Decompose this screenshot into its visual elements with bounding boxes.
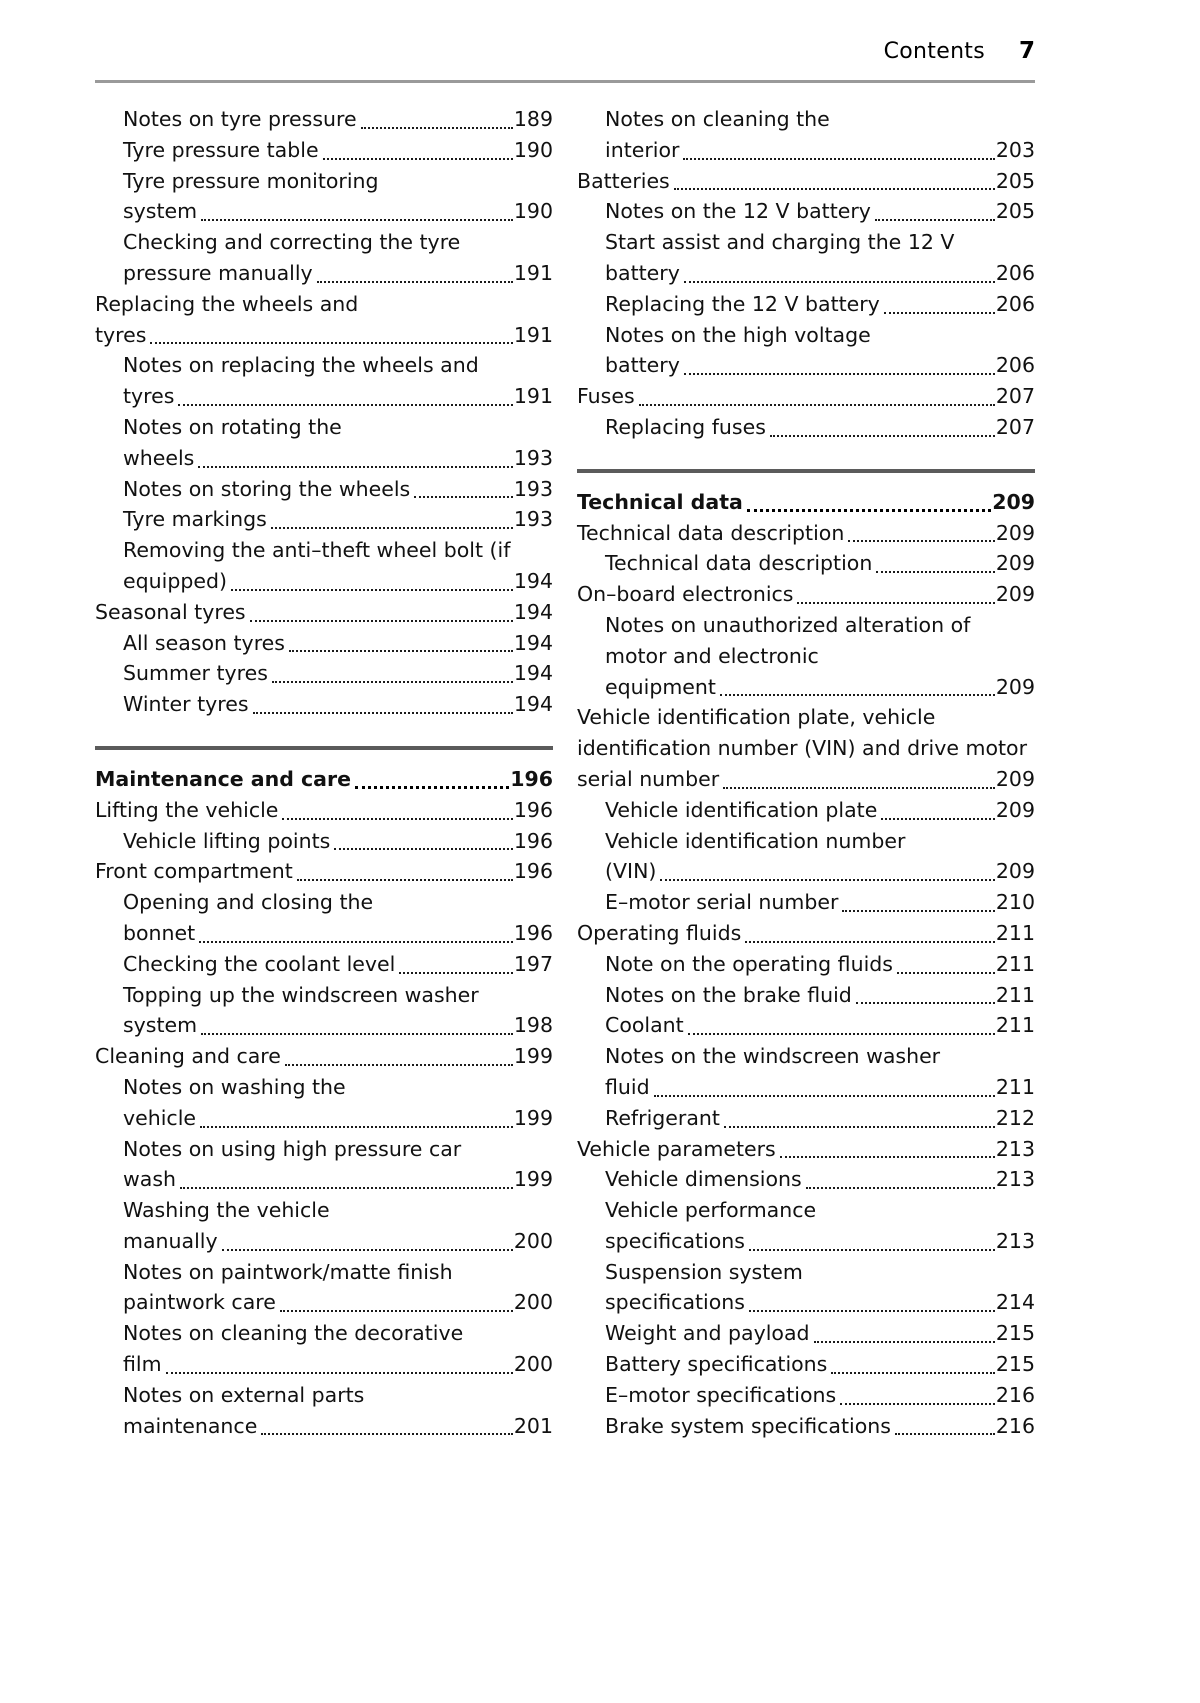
toc-entry[interactable] xyxy=(577,795,1035,826)
dot-leader xyxy=(399,972,513,974)
toc-page-number: 200 xyxy=(513,1352,553,1377)
toc-entry[interactable] xyxy=(95,227,553,289)
dot-leader xyxy=(180,1187,513,1189)
dot-leader xyxy=(282,818,512,820)
toc-entry[interactable] xyxy=(577,1380,1035,1411)
toc-entry[interactable] xyxy=(95,887,553,949)
toc-entry-label: Summer tyres xyxy=(123,661,268,686)
toc-entry[interactable] xyxy=(577,1041,1035,1103)
toc-entry-label: Notes on storing the wheels xyxy=(123,476,411,501)
toc-entry-label: Replacing the wheels and xyxy=(95,291,359,316)
dot-leader xyxy=(745,941,995,943)
toc-page-number: 215 xyxy=(995,1321,1035,1346)
toc-entry-label: Vehicle identification plate xyxy=(605,797,878,822)
toc-entry-label: Checking the coolant level xyxy=(123,951,396,976)
toc-page-number: 214 xyxy=(995,1290,1035,1315)
toc-entry-label: specifications xyxy=(605,1290,745,1315)
toc-entry-label: Vehicle performance xyxy=(605,1198,817,1223)
dot-leader xyxy=(272,681,513,683)
toc-page-number: 206 xyxy=(995,353,1035,378)
dot-leader xyxy=(848,540,995,542)
toc-entry-label: pressure manually xyxy=(123,260,313,285)
toc-page-number: 213 xyxy=(995,1136,1035,1161)
toc-entry[interactable] xyxy=(577,1103,1035,1134)
dot-leader xyxy=(639,404,995,406)
toc-entry-label: equipment xyxy=(605,674,716,699)
toc-entry-label: Weight and payload xyxy=(605,1321,810,1346)
toc-entry[interactable] xyxy=(95,350,553,412)
dot-leader xyxy=(271,527,513,529)
toc-entry-label: Refrigerant xyxy=(605,1105,720,1130)
dot-leader xyxy=(660,879,994,881)
dot-leader xyxy=(178,404,512,406)
dot-leader xyxy=(780,1156,995,1158)
toc-page-number: 200 xyxy=(513,1290,553,1315)
toc-entry[interactable] xyxy=(95,795,553,826)
toc-entry-label: Seasonal tyres xyxy=(95,599,246,624)
toc-entry[interactable] xyxy=(95,412,553,474)
toc-entry-label: Maintenance and care xyxy=(95,766,352,791)
toc-page-number: 209 xyxy=(995,797,1035,822)
toc-entry[interactable] xyxy=(577,227,1035,289)
page-number: 7 xyxy=(1018,38,1035,64)
toc-page-number: 196 xyxy=(513,797,553,822)
toc-entry-label: Notes on the 12 V battery xyxy=(605,199,871,224)
toc-page-number: 190 xyxy=(513,137,553,162)
toc-entry-label: On–board electronics xyxy=(577,582,794,607)
toc-entry[interactable] xyxy=(577,1134,1035,1165)
toc-page-number: 197 xyxy=(513,951,553,976)
dot-leader xyxy=(876,571,995,573)
toc-entry-label: identification number (VIN) and drive motor xyxy=(577,736,1028,761)
toc-page-number: 194 xyxy=(513,692,553,717)
dot-leader xyxy=(749,1249,995,1251)
toc-entry[interactable] xyxy=(95,474,553,505)
dot-leader xyxy=(842,910,994,912)
toc-entry[interactable] xyxy=(95,504,553,535)
toc-entry[interactable] xyxy=(95,104,553,135)
toc-entry-label: Replacing the 12 V battery xyxy=(605,291,880,316)
toc-page-number: 196 xyxy=(513,859,553,884)
toc-entry-label: Replacing fuses xyxy=(605,414,766,439)
toc-page-number: 191 xyxy=(513,322,553,347)
toc-column-left xyxy=(95,104,553,1441)
toc-entry[interactable] xyxy=(95,289,553,351)
toc-entry[interactable] xyxy=(577,1257,1035,1319)
toc-entry-label: Tyre markings xyxy=(123,507,267,532)
toc-entry-label: Notes on cleaning the decorative xyxy=(123,1321,464,1346)
toc-page-number: 194 xyxy=(513,661,553,686)
dot-leader xyxy=(289,650,513,652)
toc-entry[interactable] xyxy=(95,949,553,980)
toc-entry-label: Tyre pressure monitoring xyxy=(123,168,379,193)
toc-entry[interactable] xyxy=(577,1411,1035,1442)
toc-entry[interactable] xyxy=(577,1010,1035,1041)
dot-leader xyxy=(222,1249,513,1251)
toc-entry-label: Vehicle identification number xyxy=(605,828,906,853)
toc-page-number: 207 xyxy=(995,414,1035,439)
toc-page-number: 203 xyxy=(995,137,1035,162)
dot-leader xyxy=(875,219,995,221)
toc-entry-label: Vehicle dimensions xyxy=(605,1167,802,1192)
toc-page-number: 209 xyxy=(992,489,1035,514)
toc-entry-label: paintwork care xyxy=(123,1290,276,1315)
toc-entry[interactable] xyxy=(577,1195,1035,1257)
toc-entry-label: equipped) xyxy=(123,568,227,593)
dot-leader xyxy=(201,1033,513,1035)
toc-page-number: 189 xyxy=(513,107,553,131)
toc-page-number: 191 xyxy=(513,384,553,409)
toc-page-number: 193 xyxy=(513,445,553,470)
toc-entry[interactable] xyxy=(577,548,1035,579)
toc-page-number: 216 xyxy=(995,1413,1035,1438)
toc-page-number: 194 xyxy=(513,599,553,624)
toc-page-number: 209 xyxy=(995,859,1035,884)
toc-page-number: 200 xyxy=(513,1228,553,1253)
page-title: Contents xyxy=(883,39,985,64)
toc-entry[interactable] xyxy=(577,196,1035,227)
toc-entry[interactable] xyxy=(577,610,1035,702)
toc-page-number: 196 xyxy=(510,766,553,791)
toc-page-number: 201 xyxy=(513,1413,553,1438)
toc-page-number: 215 xyxy=(995,1352,1035,1377)
toc-entry-label: Removing the anti–theft wheel bolt (if xyxy=(123,538,511,563)
toc-page-number: 211 xyxy=(995,920,1035,945)
toc-entry[interactable] xyxy=(95,980,553,1042)
toc-entry[interactable] xyxy=(95,658,553,689)
dot-leader xyxy=(684,281,995,283)
toc-entry-label: fluid xyxy=(605,1074,650,1099)
toc-entry[interactable] xyxy=(95,856,553,887)
toc-entry[interactable] xyxy=(577,1164,1035,1195)
toc-entry[interactable] xyxy=(95,1380,553,1442)
dot-leader xyxy=(797,602,994,604)
toc-entry-label: Notes on rotating the xyxy=(123,414,342,439)
toc-entry-label: Battery specifications xyxy=(605,1352,828,1377)
toc-entry-label: maintenance xyxy=(123,1413,258,1438)
toc-entry-label: Vehicle lifting points xyxy=(123,828,331,853)
dot-leader xyxy=(199,941,513,943)
toc-page-number: 209 xyxy=(995,674,1035,699)
dot-leader xyxy=(840,1403,995,1405)
toc-entry-label: Suspension system xyxy=(605,1259,803,1284)
dot-leader xyxy=(231,589,513,591)
toc-entry-label: Checking and correcting the tyre xyxy=(123,230,461,255)
toc-page-number: 207 xyxy=(995,384,1035,409)
toc-entry-label: E–motor serial number xyxy=(605,890,839,915)
toc-entry-label: Notes on the high voltage xyxy=(605,322,871,347)
toc-page-number: 209 xyxy=(995,551,1035,576)
page-header xyxy=(95,38,1035,64)
toc-entry-label: tyres xyxy=(95,322,147,347)
toc-entry[interactable] xyxy=(95,1257,553,1319)
toc-entry-label: battery xyxy=(605,260,680,285)
toc-entry-label: Front compartment xyxy=(95,859,293,884)
section-divider xyxy=(95,746,553,750)
toc-page-number: 199 xyxy=(513,1044,553,1069)
toc-entry[interactable] xyxy=(95,826,553,857)
toc-entry-label: vehicle xyxy=(123,1105,197,1130)
dot-leader xyxy=(684,373,995,375)
toc-entry[interactable] xyxy=(95,135,553,166)
dot-leader xyxy=(720,694,995,696)
toc-entry-label: Notes on tyre pressure xyxy=(123,107,357,131)
toc-column-right xyxy=(577,104,1035,1441)
toc-entry-label: Fuses xyxy=(577,384,635,409)
toc-entry-label: Notes on cleaning the xyxy=(605,107,830,131)
dot-leader xyxy=(285,1064,513,1066)
toc-page-number: 194 xyxy=(513,568,553,593)
toc-entry[interactable] xyxy=(577,949,1035,980)
toc-entry-label: tyres xyxy=(123,384,175,409)
toc-entry-label: Cleaning and care xyxy=(95,1044,281,1069)
toc-page-number: 211 xyxy=(995,982,1035,1007)
toc-page-number: 190 xyxy=(513,199,553,224)
toc-page-number: 213 xyxy=(995,1167,1035,1192)
toc-page-number: 206 xyxy=(995,260,1035,285)
toc-entry[interactable] xyxy=(95,689,553,720)
dot-leader xyxy=(654,1095,995,1097)
toc-entry-label: Winter tyres xyxy=(123,692,249,717)
toc-page-number: 193 xyxy=(513,507,553,532)
toc-entry[interactable] xyxy=(95,1072,553,1134)
toc-entry-label: Technical data description xyxy=(577,520,845,545)
toc-entry[interactable] xyxy=(577,320,1035,382)
toc-entry-label: system xyxy=(123,1013,198,1038)
toc-page-number: 209 xyxy=(995,520,1035,545)
toc-page-number: 212 xyxy=(995,1105,1035,1130)
toc-entry[interactable] xyxy=(577,518,1035,549)
toc-page-number: 199 xyxy=(513,1105,553,1130)
toc-entry[interactable] xyxy=(577,887,1035,918)
toc-entry-label: Notes on the windscreen washer xyxy=(605,1044,941,1069)
section-divider xyxy=(577,469,1035,473)
toc-entry-label: Batteries xyxy=(577,168,670,193)
toc-entry[interactable] xyxy=(577,826,1035,888)
toc-entry-label: Topping up the windscreen washer xyxy=(123,982,479,1007)
dot-leader xyxy=(198,466,512,468)
toc-page-number: 211 xyxy=(995,1013,1035,1038)
toc-entry-label: (VIN) xyxy=(605,859,657,884)
toc-page-number: 209 xyxy=(995,582,1035,607)
dot-leader xyxy=(361,127,513,129)
toc-entry-label: Brake system specifications xyxy=(605,1413,891,1438)
dot-leader xyxy=(897,972,995,974)
dot-leader xyxy=(323,158,513,160)
toc-page-number: 198 xyxy=(513,1013,553,1038)
dot-leader xyxy=(884,312,995,314)
dot-leader xyxy=(297,879,513,881)
toc-page-number: 206 xyxy=(995,291,1035,316)
toc-page-number: 196 xyxy=(513,920,553,945)
toc-entry[interactable] xyxy=(577,166,1035,197)
toc-page-number: 199 xyxy=(513,1167,553,1192)
toc-entry[interactable] xyxy=(577,918,1035,949)
toc-page-number: 205 xyxy=(995,168,1035,193)
dot-leader xyxy=(355,786,509,789)
toc-entry[interactable] xyxy=(95,1318,553,1380)
toc-page-number: 191 xyxy=(513,260,553,285)
toc-entry[interactable] xyxy=(95,166,553,228)
toc-page-number: 211 xyxy=(995,951,1035,976)
toc-entry-label: Notes on the brake fluid xyxy=(605,982,852,1007)
toc-page-number: 193 xyxy=(513,476,553,501)
dot-leader xyxy=(814,1341,995,1343)
header-divider xyxy=(95,80,1035,83)
toc-entry[interactable] xyxy=(577,579,1035,610)
toc-entry-label: specifications xyxy=(605,1228,745,1253)
toc-entry-label: motor and electronic xyxy=(605,643,819,668)
dot-leader xyxy=(414,496,513,498)
dot-leader xyxy=(723,787,995,789)
toc-entry-label: Washing the vehicle xyxy=(123,1198,330,1223)
toc-entry[interactable] xyxy=(95,1041,553,1072)
toc-entry-label: battery xyxy=(605,353,680,378)
dot-leader xyxy=(831,1372,995,1374)
dot-leader xyxy=(200,1126,513,1128)
toc-entry[interactable] xyxy=(577,104,1035,166)
toc-entry-label: Tyre pressure table xyxy=(123,137,319,162)
toc-entry-label: Note on the operating fluids xyxy=(605,951,893,976)
toc-page-number: 216 xyxy=(995,1382,1035,1407)
dot-leader xyxy=(317,281,513,283)
toc-section-heading[interactable] xyxy=(95,764,553,795)
toc-entry-label: bonnet xyxy=(123,920,196,945)
toc-entry-label: Notes on using high pressure car xyxy=(123,1136,462,1161)
dot-leader xyxy=(856,1002,995,1004)
dot-leader xyxy=(770,435,995,437)
toc-entry-label: Operating fluids xyxy=(577,920,742,945)
toc-entry-label: Notes on washing the xyxy=(123,1074,346,1099)
toc-entry-label: serial number xyxy=(577,766,720,791)
toc-entry-label: Notes on replacing the wheels and xyxy=(123,353,479,378)
toc-entry[interactable] xyxy=(95,1195,553,1257)
toc-entry-label: E–motor specifications xyxy=(605,1382,837,1407)
toc-entry[interactable] xyxy=(577,381,1035,412)
toc-page-number: 211 xyxy=(995,1074,1035,1099)
toc-entry[interactable] xyxy=(577,702,1035,794)
toc-page-number: 213 xyxy=(995,1228,1035,1253)
toc-entry-label: wash xyxy=(123,1167,177,1192)
toc-entry-label: Start assist and charging the 12 V xyxy=(605,230,955,255)
dot-leader xyxy=(747,509,991,512)
dot-leader xyxy=(253,712,513,714)
toc-columns xyxy=(95,104,1035,1441)
toc-entry-label: Technical data description xyxy=(605,551,873,576)
toc-entry-label: Technical data xyxy=(577,489,743,514)
toc-page-number: 210 xyxy=(995,890,1035,915)
dot-leader xyxy=(166,1372,513,1374)
dot-leader xyxy=(683,158,994,160)
toc-entry[interactable] xyxy=(577,412,1035,443)
toc-entry[interactable] xyxy=(95,628,553,659)
toc-entry-label: Opening and closing the xyxy=(123,890,374,915)
toc-entry-label: Lifting the vehicle xyxy=(95,797,279,822)
toc-entry-label: Notes on external parts xyxy=(123,1382,365,1407)
dot-leader xyxy=(674,188,995,190)
dot-leader xyxy=(806,1187,995,1189)
toc-page-number: 209 xyxy=(995,766,1035,791)
dot-leader xyxy=(261,1433,513,1435)
dot-leader xyxy=(881,818,995,820)
dot-leader xyxy=(280,1310,513,1312)
toc-entry-label: Notes on unauthorized alteration of xyxy=(605,612,971,637)
toc-entry[interactable] xyxy=(577,1318,1035,1349)
toc-entry-label: interior xyxy=(605,137,680,162)
toc-entry-label: Vehicle parameters xyxy=(577,1136,776,1161)
toc-entry[interactable] xyxy=(95,535,553,597)
dot-leader xyxy=(201,219,513,221)
toc-entry[interactable] xyxy=(577,289,1035,320)
toc-entry-label: Notes on paintwork/matte finish xyxy=(123,1259,453,1284)
dot-leader xyxy=(895,1433,995,1435)
dot-leader xyxy=(688,1033,995,1035)
dot-leader xyxy=(150,342,512,344)
toc-entry-label: wheels xyxy=(123,445,195,470)
toc-entry-label: film xyxy=(123,1352,162,1377)
toc-entry[interactable] xyxy=(577,1349,1035,1380)
toc-page-number: 205 xyxy=(995,199,1035,224)
toc-entry[interactable] xyxy=(95,1134,553,1196)
toc-entry-label: Vehicle identification plate, vehicle xyxy=(577,705,936,730)
toc-entry[interactable] xyxy=(95,597,553,628)
toc-page-number: 196 xyxy=(513,828,553,853)
toc-page-number: 194 xyxy=(513,630,553,655)
dot-leader xyxy=(250,620,513,622)
toc-entry-label: system xyxy=(123,199,198,224)
dot-leader xyxy=(749,1310,995,1312)
toc-entry[interactable] xyxy=(577,980,1035,1011)
dot-leader xyxy=(334,848,513,850)
toc-entry-label: manually xyxy=(123,1228,218,1253)
toc-entry-label: Coolant xyxy=(605,1013,684,1038)
dot-leader xyxy=(724,1126,995,1128)
toc-entry-label: All season tyres xyxy=(123,630,285,655)
toc-section-heading[interactable] xyxy=(577,487,1035,518)
